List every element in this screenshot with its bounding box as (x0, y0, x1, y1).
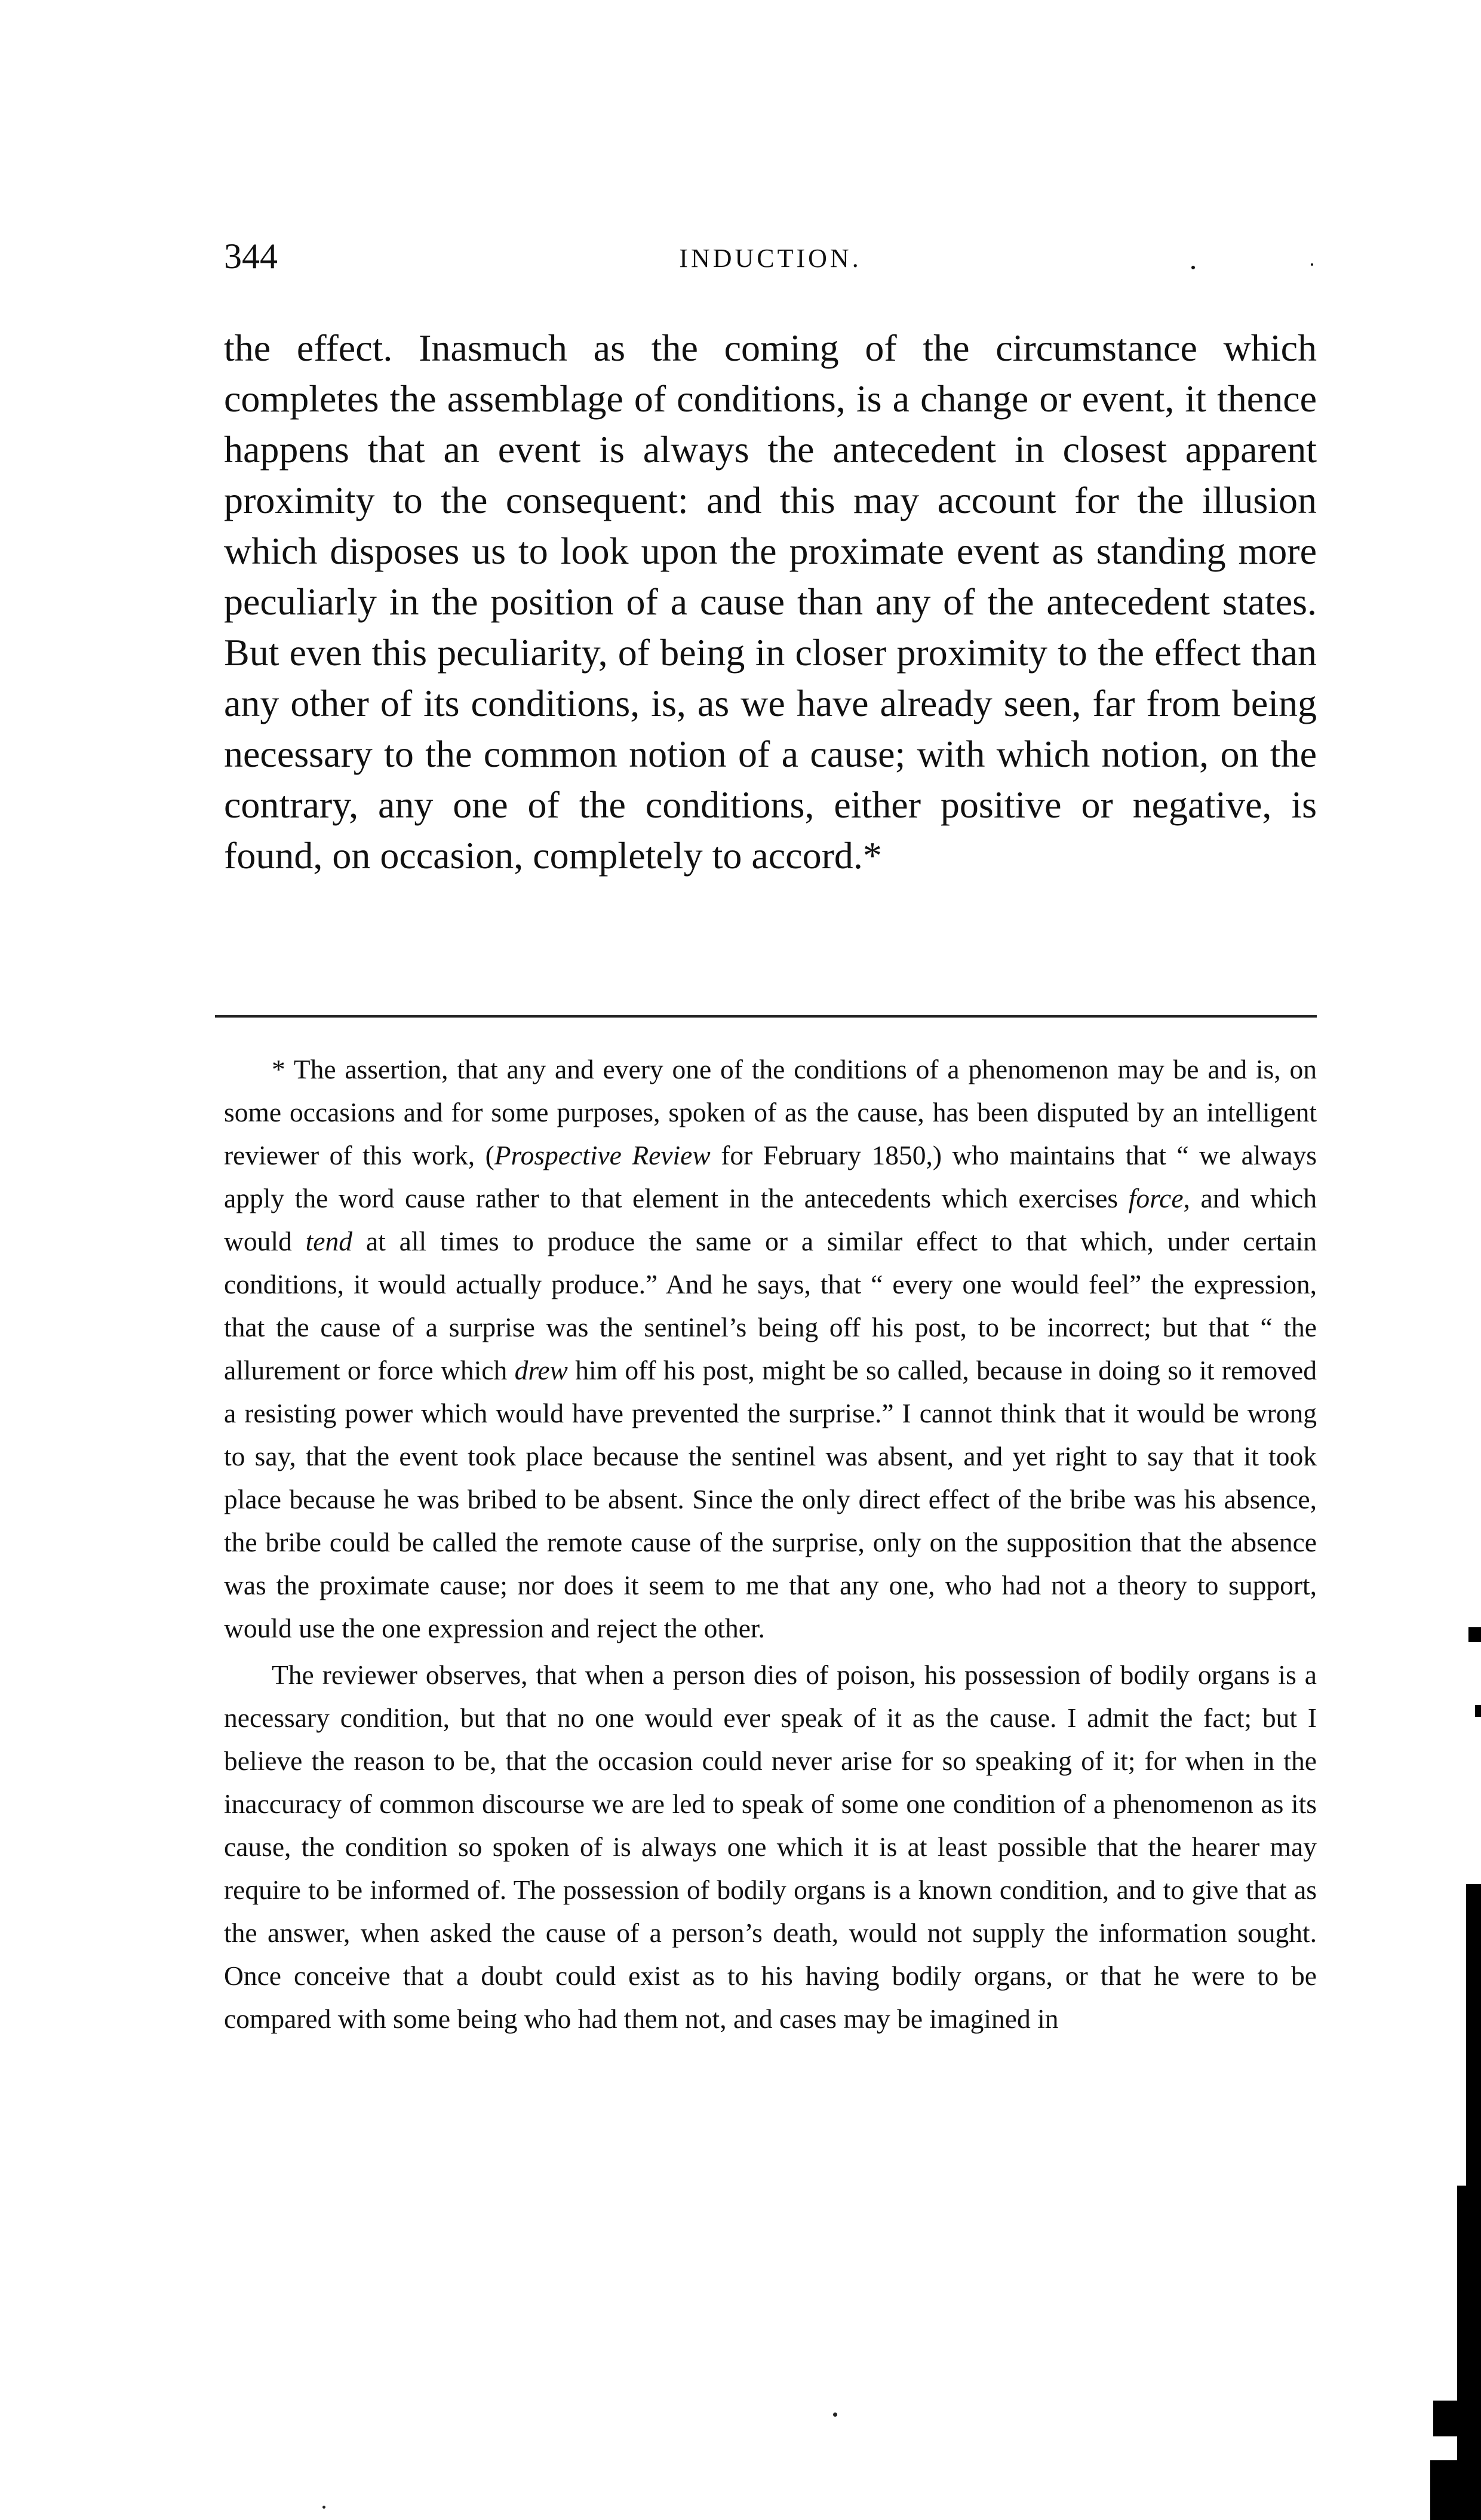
page-number: 344 (224, 236, 278, 276)
scan-edge-shadow (1466, 1884, 1481, 2189)
footnote-citation: Prospective Review (494, 1140, 711, 1170)
running-title: INDUCTION. (679, 244, 862, 273)
footnote-text: at all times to produce the same or a similar effect to that which, under certain conditions, it would actually produce.” And he says, that “ every one would feel” the expression, that the cause of a surprise was the sentinel’s being off his post, to be incorrect; but that “ the allurement or force which (224, 1226, 1317, 1385)
footnote-emphasis: force (1128, 1183, 1184, 1213)
footnote-text: , and which would (224, 1183, 1317, 1256)
print-speck (322, 2506, 325, 2509)
scan-edge-shadow (1430, 2460, 1481, 2520)
footnote-emphasis: tend (305, 1226, 352, 1256)
footnote-paragraph-2: The reviewer observes, that when a person dies of poison, his possession of bodily organs is a necessary condition, but that no one would ever speak of it as the cause. I admit the fact; but I believe the reason to be, that the occasion could never arise for so speaking of it; for when in the inaccuracy of common discourse we are led to speak of some one condition of a phenomenon as its cause, the condition so spoken of is always one which it is at least possible that the hearer may require to be informed of. The possession of bodily organs is a known condition, and to give that as the answer, when asked the cause of a person’s death, would not supply the information sought. Once conceive that a doubt could exist as to his having bodily organs, or that he were to be compared with some being who had them not, and cases may be imagined in (224, 1659, 1317, 2034)
footnote-text: him off his post, might be so called, because in doing so it removed a resisting power which would have prevented the surprise.” I cannot think that it would be wrong to say, that the event took place because the sentinel was absent, and yet right to say that it took place because he was bribed to be absent. Since the only direct effect of the bribe was his absence, the bribe could be called the remote cause of the surprise, only on the supposition that the absence was the proximate cause; nor does it seem to me that any one, who had not a theory to support, would use the one expression and reject the other. (224, 1355, 1317, 1643)
page-header (224, 236, 1317, 290)
scan-edge-mark (1468, 1627, 1481, 1642)
print-speck (1311, 263, 1313, 266)
main-text (224, 322, 1317, 881)
footnote-paragraph-1 (224, 1048, 1317, 1650)
footnote-divider (215, 1015, 1317, 1018)
print-speck (833, 2413, 837, 2417)
scan-edge-shadow (1433, 2401, 1481, 2436)
footnote-text: for February 1850,) who maintains that “ we always apply the word cause rather to that element in the antecedents which exercises (224, 1140, 1317, 1213)
footnote (224, 1048, 1317, 2040)
scan-edge-mark (1475, 1705, 1481, 1717)
body-paragraph: the effect. Inasmuch as the coming of the circumstance which completes the assemblage of conditions, is a change or event, it thence happens that an event is always the antecedent in closest apparent proximity to the consequent: and this may account for the illusion which disposes us to look upon the proximate event as standing more peculiarly in the position of a cause than any of the antecedent states. But even this peculiarity, of being in closer proximity to the effect than any other of its conditions, is, as we have already seen, far from being necessary to the common notion of a cause; with which notion, on the contrary, any one of the conditions, either positive or negative, is found, on occasion, completely to accord.* (224, 327, 1317, 877)
print-speck (1191, 266, 1195, 269)
footnote-emphasis: drew (514, 1355, 568, 1385)
footnote-text: * The assertion, that any and every one of the conditions of a phenomenon may be and is, on some occasions and for some purposes, spoken of as the cause, has been disputed by an intelligent reviewer of this work, ( (224, 1054, 1317, 1170)
